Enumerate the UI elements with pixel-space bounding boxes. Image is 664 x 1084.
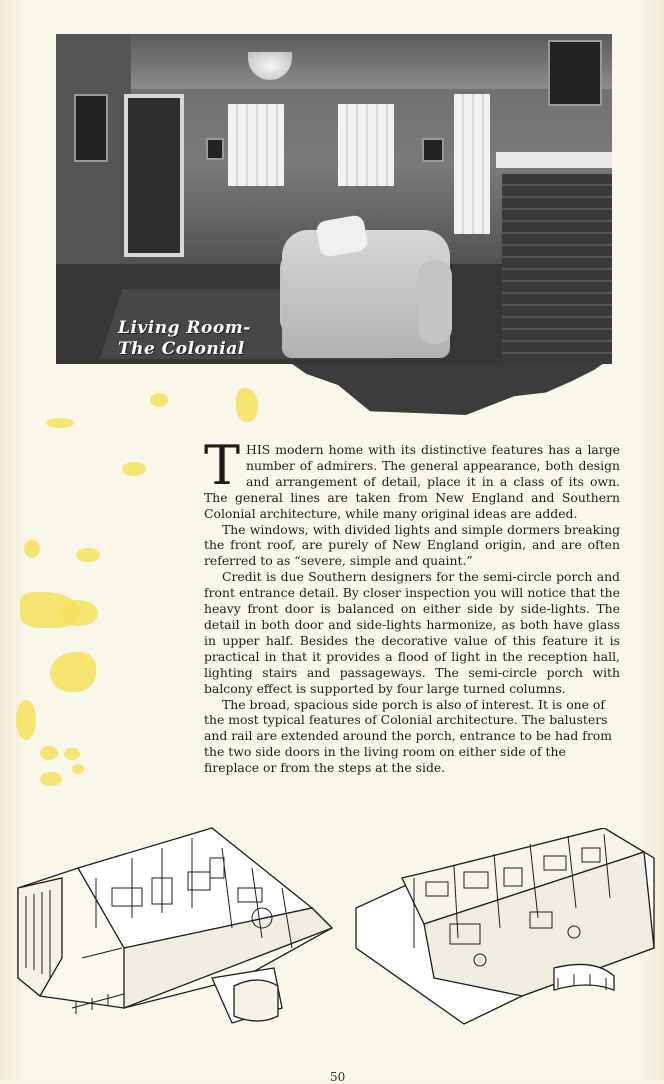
- photo-window: [228, 104, 284, 186]
- photo-fireplace: [502, 174, 612, 364]
- photo-sofa-arm: [418, 260, 452, 344]
- stain: [150, 393, 168, 407]
- paragraph-1: [204, 434, 620, 522]
- stain: [16, 700, 36, 740]
- photo-wall-picture: [548, 40, 602, 106]
- photo-wall-picture: [422, 138, 444, 162]
- stain: [46, 418, 74, 428]
- stain: [50, 652, 96, 692]
- photo-mantel: [496, 152, 612, 168]
- second-floor-plan-drawing: [354, 828, 656, 1028]
- photo-wall-picture: [206, 138, 224, 160]
- photo-doorway: [124, 94, 184, 257]
- living-room-photo: [56, 34, 612, 364]
- photo-window: [338, 104, 394, 186]
- stain: [40, 746, 58, 760]
- stain: [72, 764, 84, 774]
- paragraph-1-text: HIS modern home with its distinctive features has a large number of admirers. The general appearance, both design and arrangement of detail, place it in a class of its own. The general lines are taken from New England and Southern Colonial architecture, while many original ideas are added.: [204, 442, 620, 521]
- stain: [60, 600, 98, 626]
- photo-wall-picture: [74, 94, 108, 162]
- paragraph-2: The windows, with divided lights and simple dormers breaking the front roof, are purely of New England origin, and are often referred to as “severe, simple and quaint.”: [204, 521, 620, 569]
- caption-line-2: The Colonial: [118, 339, 245, 359]
- stain: [236, 388, 258, 422]
- stain: [64, 748, 80, 760]
- caption-line-1: Living Room-: [118, 318, 251, 338]
- drop-cap: T: [204, 434, 241, 497]
- stain: [24, 540, 40, 558]
- page-number: 50: [330, 1070, 346, 1084]
- paragraph-4: The broad, spacious side porch is also of interest. It is one of the most typical features of Colonial architecture. The balusters and rail are extended around the porch, entrance to be had from the two side doors in the living room on either side of the fireplace or from the steps at the side.: [204, 696, 613, 776]
- stain: [76, 548, 100, 562]
- first-floor-plan-drawing: [12, 818, 336, 1030]
- stain: [40, 772, 62, 786]
- photo-window: [454, 94, 490, 234]
- photo-caption: [118, 318, 308, 360]
- stain: [122, 462, 146, 476]
- article-body: [204, 434, 620, 776]
- paragraph-3: Credit is due Southern designers for the semi-circle porch and front entrance detail. By closer inspection you will notice that the heavy front door is balanced on either side by side-lights. The detail in both door and side-lights harmonize, as both have glass in upper half. Besides the decorative value of this feature it is practical in that it provides a flood of light in the reception hall, lighting stairs and passageways. The semi-circle porch with balcony effect is supported by four large turned columns.: [204, 569, 620, 696]
- photo-ceiling: [56, 34, 612, 89]
